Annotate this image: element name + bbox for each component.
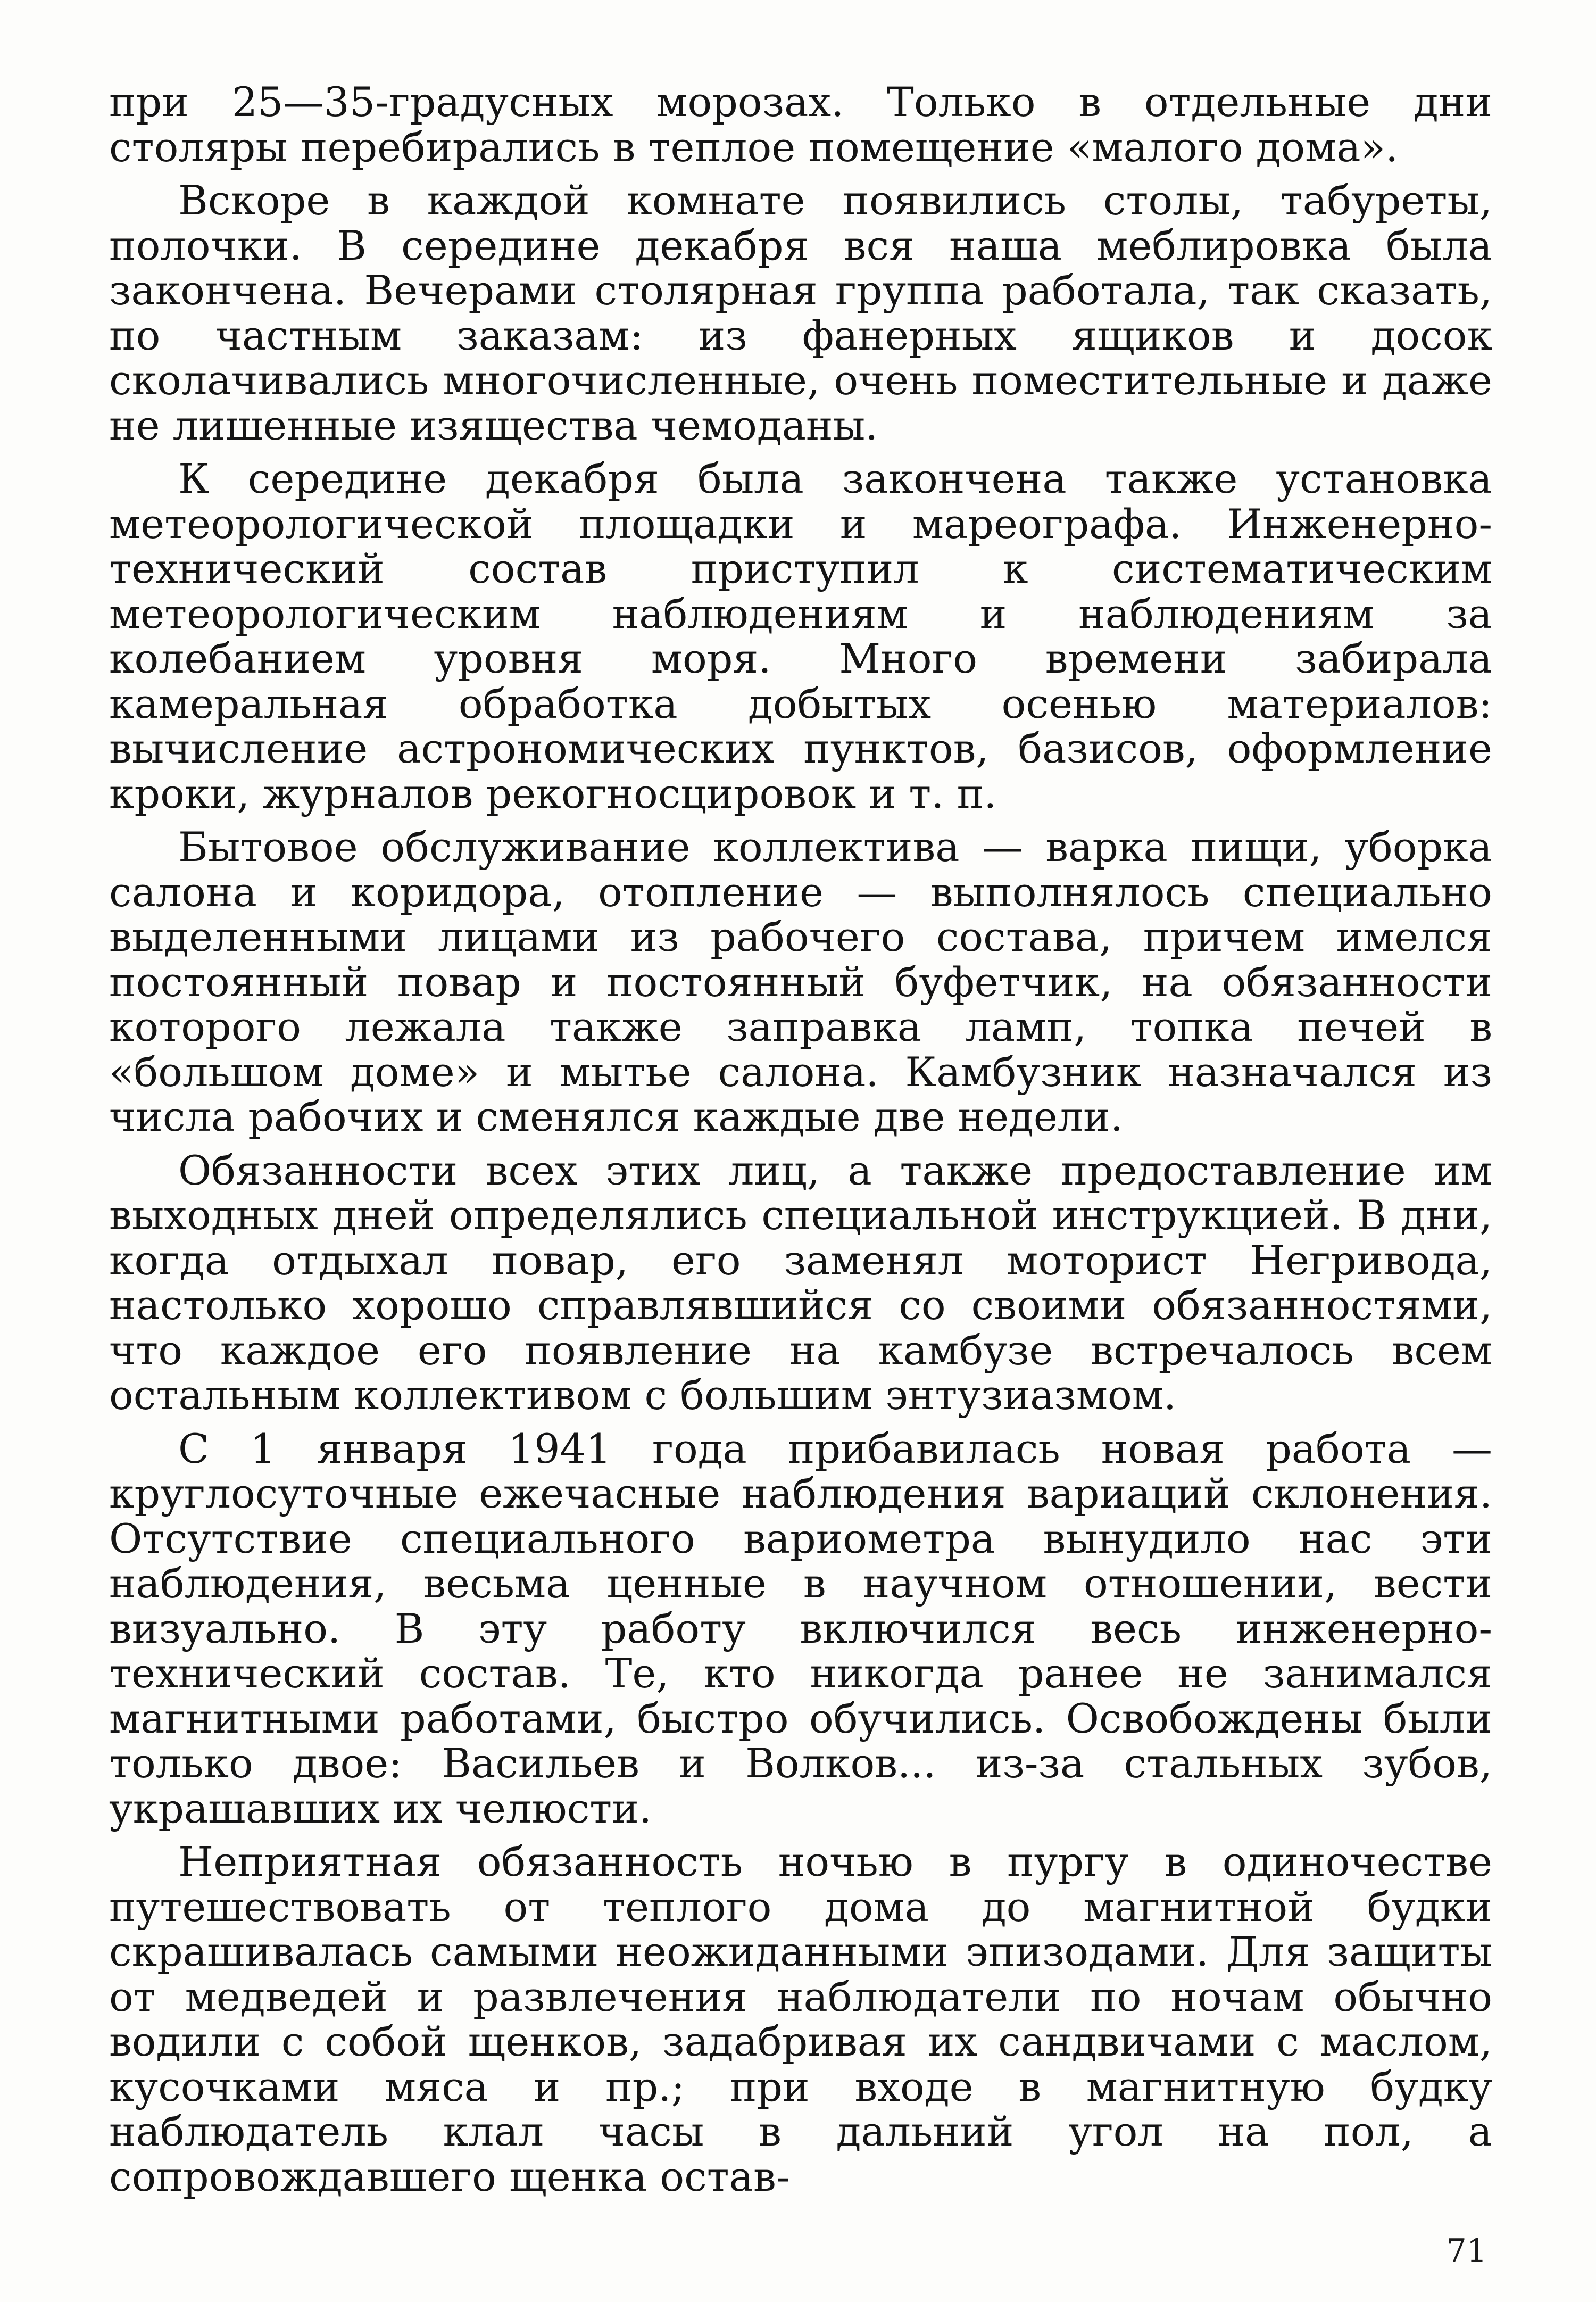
paragraph-night-duty: Неприятная обязанность ночью в пургу в одиночестве путешествовать от теплого дома до магнитной будки скрашивалась самыми неожиданными эпизодами. Для защиты от медведей и развлечения наблюдатели по ночам обычно водили с собой щенков, задабривая их сандвичами с маслом, кусочками мяса и пр.; при входе в магнитную будку наблюдатель клал часы в дальний угол на пол, а сопровождавшего щенка остав- [109,1838,1492,2200]
paragraph-magnetic-observations: С 1 января 1941 года прибавилась новая работа — круглосуточные ежечасные наблюдения вариаций склонения. Отсутствие специального вариометра вынудило нас эти наблюдения, весьма ценные в научном отношении, вести визуально. В эту работу включился весь инженерно-технический состав. Те, кто никогда ранее не занимался магнитными работами, быстро обучились. Освобождены были только двое: Васильев и Волков... из-за стальных зубов, украшавших их челюсти. [109,1425,1492,1832]
page-number: 71 [1446,2232,1487,2270]
paragraph-duties: Обязанности всех этих лиц, а также предоставление им выходных дней определялись специальной инструкцией. В дни, когда отдыхал повар, его заменял моторист Негривода, настолько хорошо справлявшийся со своими обязанностями, что каждое его появление на камбузе встречалось всем остальным коллективом с большим энтузиазмом. [109,1146,1492,1419]
paragraph-household-service: Бытовое обслуживание коллектива — варка пищи, уборка салона и коридора, отопление — выполнялось специально выделенными лицами из рабочего состава, причем имелся постоянный повар и постоянный буфетчик, на обязанности которого лежала также заправка ламп, топка печей в «большом доме» и мытье салона. Камбузник назначался из числа рабочих и сменялся каждые две недели. [109,823,1492,1140]
paragraph-furniture: Вскоре в каждой комнате появились столы, табуреты, полочки. В середине декабря вся наша меблировка была закончена. Вечерами столярная группа работала, так сказать, по частным заказам: из фанерных ящиков и досок сколачивались многочисленные, очень поместительные и даже не лишенные изящества чемоданы. [109,177,1492,449]
paragraph-meteorology: К середине декабря была закончена также установка метеорологической площадки и мареографа. Инженерно-технический состав приступил к систематическим метеорологическим наблюдениям и наблюдениям за колебанием уровня моря. Много времени забирала камеральная обработка добытых осенью материалов: вычисление астрономических пунктов, базисов, оформление кроки, журналов рекогносцировок и т. п. [109,455,1492,817]
paragraph-continuation: при 25—35-градусных морозах. Только в отдельные дни столяры перебирались в теплое помещение «малого дома». [109,78,1492,171]
page-text [109,80,1492,2208]
